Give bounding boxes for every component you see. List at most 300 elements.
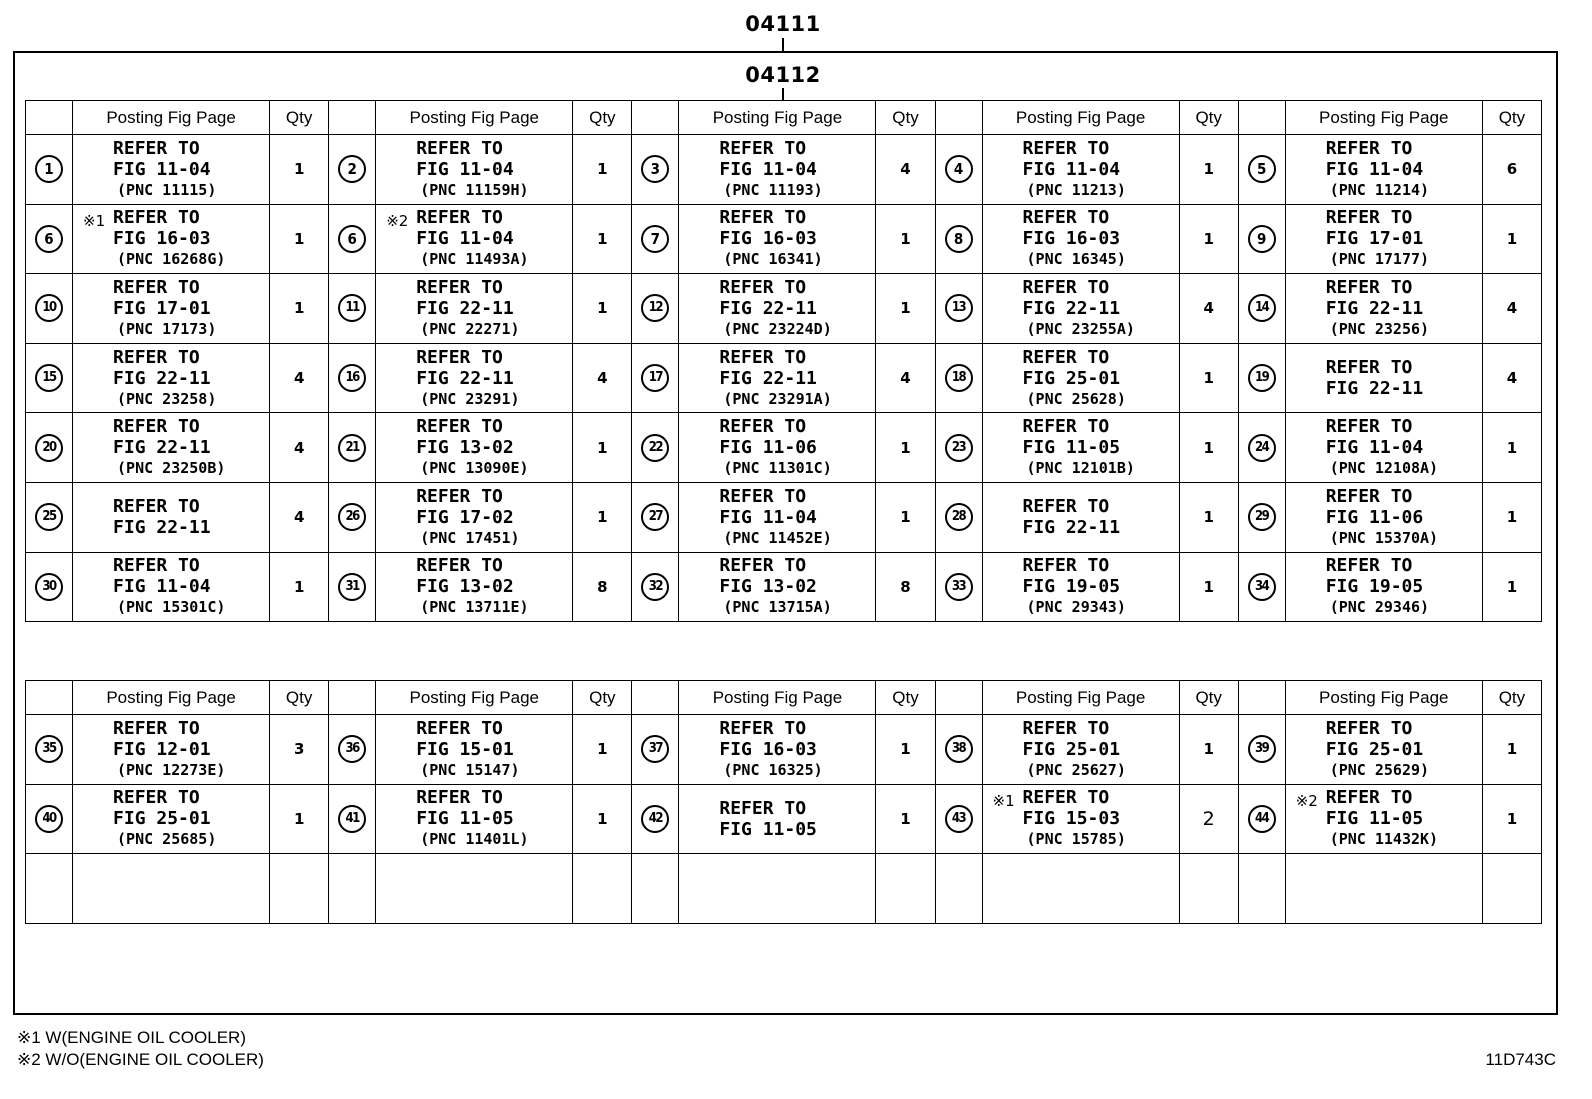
pnc-text: (PNC 16268G)	[117, 250, 226, 269]
header-row	[26, 681, 1542, 715]
item-number-circle: 34	[1248, 573, 1276, 601]
header-index-blank	[935, 681, 982, 715]
item-index-cell	[329, 413, 376, 483]
fig-page-text: FIG 22-11	[719, 297, 817, 319]
posting-reference-cell	[1285, 413, 1482, 483]
figure-code: 11D743C	[1485, 1050, 1556, 1069]
item-index-cell	[1238, 204, 1285, 274]
pnc-text: (PNC 23250B)	[117, 459, 226, 478]
posting-reference-cell	[679, 854, 876, 924]
posting-reference-cell	[679, 343, 876, 413]
posting-reference-cell	[73, 784, 270, 854]
header-qty: Qty	[573, 681, 632, 715]
item-index-cell	[632, 715, 679, 785]
item-number-circle: 10	[35, 294, 63, 322]
header-posting-fig-page: Posting Fig Page	[73, 101, 270, 135]
header-qty: Qty	[876, 681, 935, 715]
item-number-circle: 17	[641, 364, 669, 392]
item-index-cell	[632, 204, 679, 274]
qty-cell: 8	[876, 552, 935, 622]
fig-page-text: FIG 11-04	[416, 228, 514, 250]
fig-page-text: FIG 22-11	[1022, 517, 1121, 539]
qty-cell: 1	[573, 715, 632, 785]
qty-cell: 1	[1482, 413, 1541, 483]
item-number-circle: 38	[945, 735, 973, 763]
refer-to-text: REFER TO	[1325, 207, 1413, 229]
posting-reference-cell	[376, 413, 573, 483]
header-posting-fig-page: Posting Fig Page	[679, 101, 876, 135]
qty-cell: 4	[1179, 274, 1238, 344]
fig-page-text: FIG 11-04	[1325, 158, 1424, 180]
fig-page-text: FIG 17-01	[1325, 228, 1424, 250]
fig-page-text: FIG 22-11	[719, 367, 817, 389]
qty-cell: 8	[573, 552, 632, 622]
parts-reference-table-2	[25, 680, 1542, 924]
refer-to-text: REFER TO	[416, 276, 503, 298]
item-index-cell	[632, 482, 679, 552]
qty-cell: 3	[270, 715, 329, 785]
posting-reference-cell	[376, 482, 573, 552]
fig-page-text: FIG 11-04	[719, 158, 817, 180]
footnote-marker: ※1	[992, 791, 1015, 810]
fig-page-text: FIG 17-02	[416, 506, 514, 528]
refer-to-text: REFER TO	[1325, 276, 1413, 298]
header-index-blank	[329, 681, 376, 715]
item-index-cell	[26, 343, 73, 413]
pnc-text: (PNC 15370A)	[1329, 528, 1439, 547]
posting-reference-cell	[376, 274, 573, 344]
item-index-cell	[26, 552, 73, 622]
header-posting-fig-page: Posting Fig Page	[1285, 101, 1482, 135]
fig-page-text: FIG 22-11	[113, 517, 211, 539]
pnc-text: (PNC 16341)	[723, 250, 823, 269]
fig-page-text: FIG 22-11	[113, 437, 211, 459]
item-index-cell	[26, 784, 73, 854]
fig-page-text: FIG 22-11	[1325, 297, 1424, 319]
posting-reference-cell	[679, 482, 876, 552]
refer-to-text: REFER TO	[113, 416, 200, 438]
fig-page-text: FIG 22-11	[416, 367, 514, 389]
leader-line-04111	[782, 38, 784, 51]
qty-cell: 1	[573, 274, 632, 344]
table-row	[26, 482, 1542, 552]
header-qty: Qty	[270, 681, 329, 715]
header-qty: Qty	[270, 101, 329, 135]
qty-cell: 1	[876, 274, 935, 344]
fig-page-text: FIG 25-01	[1325, 738, 1424, 760]
item-index-cell	[935, 413, 982, 483]
fig-page-text: FIG 22-11	[1325, 378, 1424, 400]
qty-cell: 1	[573, 204, 632, 274]
item-number-circle: 42	[641, 805, 669, 833]
item-index-cell	[1238, 274, 1285, 344]
posting-reference-cell	[982, 552, 1179, 622]
fig-page-text: FIG 19-05	[1325, 576, 1424, 598]
item-index-cell	[935, 715, 982, 785]
fig-page-text: FIG 11-05	[719, 818, 817, 840]
qty-cell: 1	[1179, 552, 1238, 622]
posting-reference-cell	[1285, 274, 1482, 344]
item-index-cell	[329, 552, 376, 622]
item-index-cell	[935, 552, 982, 622]
table-row	[26, 715, 1542, 785]
qty-cell: 1	[270, 274, 329, 344]
header-qty: Qty	[1179, 101, 1238, 135]
refer-to-text: REFER TO	[1022, 207, 1110, 229]
fig-page-text: FIG 11-05	[1325, 808, 1424, 830]
item-number-circle: 31	[338, 573, 366, 601]
pnc-text: (PNC 11301C)	[723, 459, 832, 478]
header-posting-fig-page: Posting Fig Page	[73, 681, 270, 715]
qty-cell: 1	[1482, 715, 1541, 785]
item-index-cell	[329, 482, 376, 552]
item-index-cell	[26, 135, 73, 205]
posting-reference-cell	[679, 204, 876, 274]
item-number-circle: 24	[1248, 434, 1276, 462]
pnc-text: (PNC 13711E)	[420, 598, 529, 617]
fig-page-text: FIG 25-01	[1022, 367, 1121, 389]
refer-to-text: REFER TO	[416, 207, 503, 229]
item-index-cell	[329, 135, 376, 205]
assembly-code-04111: 04111	[745, 12, 821, 36]
refer-to-text: REFER TO	[1022, 137, 1110, 159]
posting-reference-cell	[679, 715, 876, 785]
item-index-cell	[632, 413, 679, 483]
qty-cell: 1	[1179, 482, 1238, 552]
posting-reference-cell	[1285, 854, 1482, 924]
footnote-marker: ※2	[386, 211, 409, 230]
pnc-text: (PNC 11432K)	[1329, 830, 1439, 849]
header-qty: Qty	[573, 101, 632, 135]
fig-page-text: FIG 13-02	[416, 576, 514, 598]
qty-cell: 1	[876, 204, 935, 274]
pnc-text: (PNC 13715A)	[723, 598, 832, 617]
pnc-text: (PNC 11213)	[1026, 180, 1126, 199]
pnc-text: (PNC 15301C)	[117, 598, 226, 617]
qty-cell: 1	[1482, 482, 1541, 552]
refer-to-text: REFER TO	[113, 787, 200, 809]
qty-cell: 1	[1179, 715, 1238, 785]
posting-reference-cell	[982, 135, 1179, 205]
qty-cell: 4	[573, 343, 632, 413]
refer-to-text: REFER TO	[1022, 555, 1110, 577]
refer-to-text: REFER TO	[113, 207, 200, 229]
qty-cell: 1	[270, 552, 329, 622]
item-number-circle: 11	[338, 294, 366, 322]
fig-page-text: FIG 13-02	[719, 576, 817, 598]
qty-cell: 1	[1179, 343, 1238, 413]
header-posting-fig-page: Posting Fig Page	[376, 101, 573, 135]
qty-cell: 4	[1482, 274, 1541, 344]
qty-cell	[876, 854, 935, 924]
posting-reference-cell	[73, 204, 270, 274]
header-qty: Qty	[1482, 101, 1541, 135]
fig-page-text: FIG 22-11	[1022, 297, 1121, 319]
pnc-text: (PNC 23258)	[117, 389, 217, 408]
header-index-blank	[935, 101, 982, 135]
qty-cell: 4	[270, 343, 329, 413]
refer-to-text: REFER TO	[719, 416, 807, 438]
item-number-circle: 23	[945, 434, 973, 462]
header-qty: Qty	[1179, 681, 1238, 715]
item-number-circle: 21	[338, 434, 366, 462]
item-number-circle: 26	[338, 503, 366, 531]
item-index-cell	[329, 715, 376, 785]
qty-cell: 1	[270, 204, 329, 274]
refer-to-text: REFER TO	[1325, 485, 1413, 507]
item-number-circle: 6	[338, 225, 366, 253]
item-index-cell	[26, 204, 73, 274]
pnc-text: (PNC 25627)	[1026, 760, 1126, 779]
item-index-cell	[935, 482, 982, 552]
pnc-text: (PNC 29343)	[1026, 598, 1126, 617]
pnc-text: (PNC 17451)	[420, 528, 520, 547]
pnc-text: (PNC 13090E)	[420, 459, 529, 478]
qty-cell: 4	[1482, 343, 1541, 413]
item-number-circle: 14	[1248, 294, 1276, 322]
item-number-circle: 7	[641, 225, 669, 253]
item-index-cell	[329, 854, 376, 924]
header-posting-fig-page: Posting Fig Page	[1285, 681, 1482, 715]
posting-reference-cell	[982, 784, 1179, 854]
qty-cell: 1	[876, 715, 935, 785]
fig-page-text: FIG 16-03	[1022, 228, 1121, 250]
item-index-cell	[1238, 854, 1285, 924]
header-index-blank	[632, 101, 679, 135]
item-number-circle: 4	[945, 155, 973, 183]
item-index-cell	[329, 343, 376, 413]
refer-to-text: REFER TO	[113, 346, 200, 368]
refer-to-text: REFER TO	[719, 555, 807, 577]
pnc-text: (PNC 25685)	[117, 830, 217, 849]
posting-reference-cell	[73, 413, 270, 483]
item-number-circle: 40	[35, 805, 63, 833]
pnc-text: (PNC 16345)	[1026, 250, 1126, 269]
fig-page-text: FIG 11-04	[719, 506, 817, 528]
qty-cell: 1	[573, 784, 632, 854]
qty-cell: 4	[270, 482, 329, 552]
fig-page-text: FIG 16-03	[719, 738, 817, 760]
table-row	[26, 343, 1542, 413]
pnc-text: (PNC 15147)	[420, 760, 520, 779]
qty-cell: 1	[573, 413, 632, 483]
item-number-circle: 5	[1248, 155, 1276, 183]
qty-cell	[1179, 854, 1238, 924]
pnc-text: (PNC 23255A)	[1026, 319, 1135, 338]
fig-page-text: FIG 12-01	[113, 738, 211, 760]
item-index-cell	[632, 552, 679, 622]
fig-page-text: FIG 11-04	[1022, 158, 1121, 180]
item-number-circle: 6	[35, 225, 63, 253]
item-number-circle: 27	[641, 503, 669, 531]
refer-to-text: REFER TO	[416, 787, 503, 809]
header-qty: Qty	[876, 101, 935, 135]
item-number-circle: 25	[35, 503, 63, 531]
pnc-text: (PNC 17177)	[1329, 250, 1430, 269]
item-index-cell	[329, 784, 376, 854]
posting-reference-cell	[679, 274, 876, 344]
item-index-cell	[935, 784, 982, 854]
item-number-circle: 28	[945, 503, 973, 531]
item-number-circle: 1	[35, 155, 63, 183]
posting-reference-cell	[982, 482, 1179, 552]
posting-reference-cell	[982, 274, 1179, 344]
qty-cell: 2	[1179, 784, 1238, 854]
item-index-cell	[1238, 482, 1285, 552]
qty-cell: 1	[1482, 204, 1541, 274]
pnc-text: (PNC 23291A)	[723, 389, 832, 408]
posting-reference-cell	[982, 715, 1179, 785]
fig-page-text: FIG 11-06	[719, 437, 817, 459]
item-index-cell	[935, 343, 982, 413]
item-index-cell	[632, 854, 679, 924]
fig-page-text: FIG 11-06	[1325, 506, 1424, 528]
qty-cell: 1	[1179, 204, 1238, 274]
posting-reference-cell	[982, 413, 1179, 483]
pnc-text: (PNC 23224D)	[723, 319, 832, 338]
header-posting-fig-page: Posting Fig Page	[982, 681, 1179, 715]
item-index-cell	[1238, 343, 1285, 413]
pnc-text: (PNC 23256)	[1329, 319, 1430, 338]
item-number-circle: 15	[35, 364, 63, 392]
fig-page-text: FIG 25-01	[113, 808, 211, 830]
item-number-circle: 39	[1248, 735, 1276, 763]
header-index-blank	[26, 681, 73, 715]
qty-cell: 1	[270, 784, 329, 854]
refer-to-text: REFER TO	[113, 496, 200, 518]
header-posting-fig-page: Posting Fig Page	[982, 101, 1179, 135]
posting-reference-cell	[1285, 715, 1482, 785]
refer-to-text: REFER TO	[1325, 357, 1413, 379]
posting-reference-cell	[679, 413, 876, 483]
header-index-blank	[26, 101, 73, 135]
qty-cell: 1	[876, 413, 935, 483]
posting-reference-cell	[1285, 784, 1482, 854]
fig-page-text: FIG 11-04	[113, 158, 211, 180]
header-posting-fig-page: Posting Fig Page	[376, 681, 573, 715]
pnc-text: (PNC 11159H)	[420, 180, 529, 199]
pnc-text: (PNC 23291)	[420, 389, 520, 408]
item-number-circle: 35	[35, 735, 63, 763]
fig-page-text: FIG 16-03	[113, 228, 211, 250]
qty-cell: 1	[573, 135, 632, 205]
item-index-cell	[1238, 413, 1285, 483]
qty-cell: 4	[876, 343, 935, 413]
refer-to-text: REFER TO	[1022, 717, 1110, 739]
footnote-2: ※2 W/O(ENGINE OIL COOLER)	[17, 1050, 264, 1069]
posting-reference-cell	[982, 854, 1179, 924]
pnc-text: (PNC 25628)	[1026, 389, 1126, 408]
refer-to-text: REFER TO	[416, 555, 503, 577]
item-index-cell	[935, 204, 982, 274]
item-index-cell	[26, 482, 73, 552]
fig-page-text: FIG 17-01	[113, 297, 211, 319]
refer-to-text: REFER TO	[416, 416, 503, 438]
item-index-cell	[329, 274, 376, 344]
pnc-text: (PNC 25629)	[1329, 760, 1430, 779]
item-number-circle: 41	[338, 805, 366, 833]
qty-cell: 6	[1482, 135, 1541, 205]
header-index-blank	[632, 681, 679, 715]
fig-page-text: FIG 15-01	[416, 738, 514, 760]
item-number-circle: 37	[641, 735, 669, 763]
table-row	[26, 204, 1542, 274]
posting-reference-cell	[1285, 135, 1482, 205]
fig-page-text: FIG 15-03	[1022, 808, 1121, 830]
qty-cell: 1	[876, 482, 935, 552]
fig-page-text: FIG 13-02	[416, 437, 514, 459]
item-number-circle: 32	[641, 573, 669, 601]
fig-page-text: FIG 11-05	[1022, 437, 1121, 459]
posting-reference-cell	[376, 715, 573, 785]
item-index-cell	[935, 135, 982, 205]
item-index-cell	[1238, 552, 1285, 622]
header-index-blank	[1238, 681, 1285, 715]
pnc-text: (PNC 17173)	[117, 319, 217, 338]
pnc-text: (PNC 12273E)	[117, 760, 226, 779]
pnc-text: (PNC 12101B)	[1026, 459, 1135, 478]
table-row	[26, 552, 1542, 622]
posting-reference-cell	[376, 343, 573, 413]
refer-to-text: REFER TO	[719, 485, 807, 507]
footnote-marker: ※2	[1295, 791, 1318, 810]
posting-reference-cell	[73, 715, 270, 785]
posting-reference-cell	[376, 135, 573, 205]
qty-cell: 1	[1482, 784, 1541, 854]
refer-to-text: REFER TO	[1022, 416, 1110, 438]
posting-reference-cell	[679, 784, 876, 854]
posting-reference-cell	[982, 343, 1179, 413]
header-posting-fig-page: Posting Fig Page	[679, 681, 876, 715]
posting-reference-cell	[73, 343, 270, 413]
posting-reference-cell	[376, 854, 573, 924]
qty-cell: 1	[270, 135, 329, 205]
refer-to-text: REFER TO	[1022, 496, 1110, 518]
qty-cell: 4	[270, 413, 329, 483]
table-row	[26, 854, 1542, 924]
qty-cell: 4	[876, 135, 935, 205]
table-row	[26, 413, 1542, 483]
fig-page-text: FIG 22-11	[416, 297, 514, 319]
posting-reference-cell	[73, 482, 270, 552]
refer-to-text: REFER TO	[113, 555, 200, 577]
item-index-cell	[26, 274, 73, 344]
qty-cell	[1482, 854, 1541, 924]
refer-to-text: REFER TO	[1022, 346, 1110, 368]
item-index-cell	[632, 135, 679, 205]
item-number-circle: 3	[641, 155, 669, 183]
pnc-text: (PNC 22271)	[420, 319, 520, 338]
posting-reference-cell	[1285, 482, 1482, 552]
refer-to-text: REFER TO	[113, 717, 200, 739]
item-index-cell	[935, 274, 982, 344]
pnc-text: (PNC 12108A)	[1329, 459, 1439, 478]
item-index-cell	[1238, 135, 1285, 205]
posting-reference-cell	[376, 784, 573, 854]
item-number-circle: 36	[338, 735, 366, 763]
item-number-circle: 20	[35, 434, 63, 462]
header-index-blank	[1238, 101, 1285, 135]
refer-to-text: REFER TO	[719, 207, 807, 229]
fig-page-text: FIG 25-01	[1022, 738, 1121, 760]
pnc-text: (PNC 29346)	[1329, 598, 1430, 617]
posting-reference-cell	[1285, 204, 1482, 274]
refer-to-text: REFER TO	[1325, 416, 1413, 438]
parts-reference-table-1	[25, 100, 1542, 622]
posting-reference-cell	[73, 135, 270, 205]
qty-cell: 1	[573, 482, 632, 552]
table-row	[26, 784, 1542, 854]
